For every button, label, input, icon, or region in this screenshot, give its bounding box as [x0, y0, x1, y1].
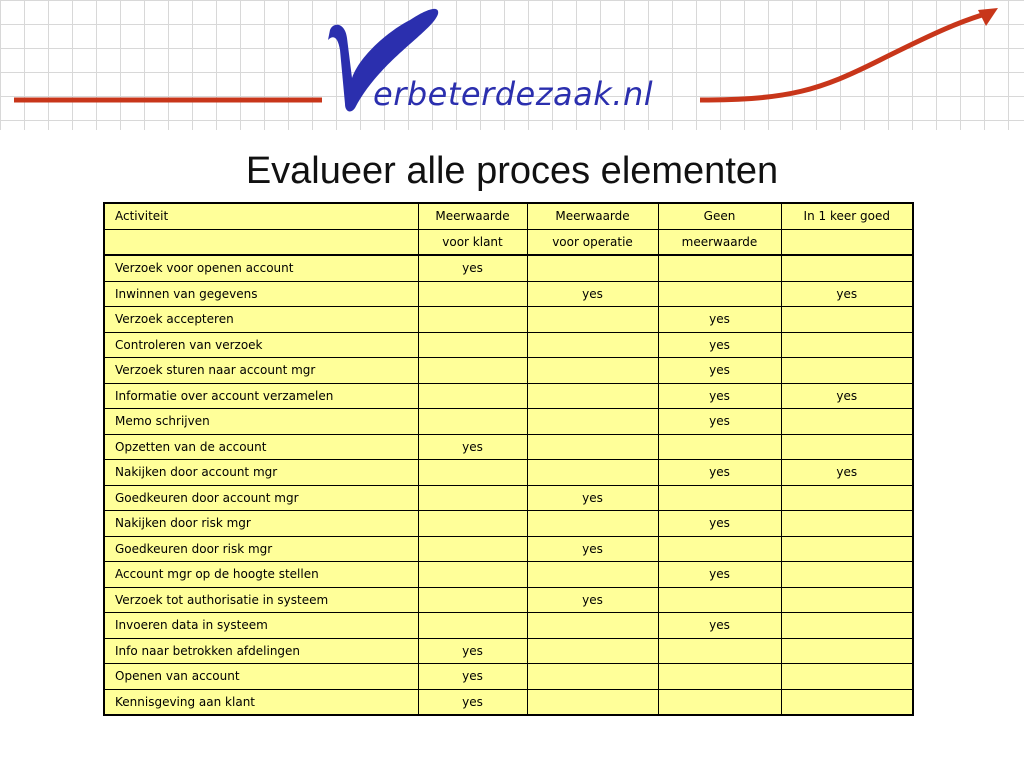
value-cell: yes — [658, 562, 781, 588]
activity-cell: Account mgr op de hoogte stellen — [104, 562, 418, 588]
table-row — [104, 638, 913, 664]
table-row — [104, 358, 913, 384]
value-cell — [527, 562, 658, 588]
value-cell: Meerwaarde — [418, 203, 527, 229]
value-cell: yes — [658, 409, 781, 435]
value-cell — [781, 587, 913, 613]
value-cell — [658, 689, 781, 715]
value-cell — [418, 460, 527, 486]
process-table — [103, 202, 914, 716]
table-row — [104, 562, 913, 588]
value-cell — [418, 281, 527, 307]
activity-cell: Verzoek tot authorisatie in systeem — [104, 587, 418, 613]
value-cell: yes — [658, 332, 781, 358]
value-cell — [527, 307, 658, 333]
value-cell: yes — [781, 383, 913, 409]
table-row — [104, 332, 913, 358]
activity-cell: Informatie over account verzamelen — [104, 383, 418, 409]
value-cell — [418, 383, 527, 409]
value-cell — [781, 511, 913, 537]
value-cell — [781, 255, 913, 281]
value-cell — [418, 332, 527, 358]
page-title: Evalueer alle proces elementen — [245, 150, 779, 192]
value-cell — [781, 689, 913, 715]
activity-cell: Invoeren data in systeem — [104, 613, 418, 639]
activity-cell — [104, 229, 418, 255]
table-row — [104, 383, 913, 409]
activity-cell: Inwinnen van gegevens — [104, 281, 418, 307]
value-cell: In 1 keer goed — [781, 203, 913, 229]
table-row — [104, 460, 913, 486]
value-cell — [781, 613, 913, 639]
rising-arrow-icon — [700, 15, 982, 100]
value-cell — [658, 664, 781, 690]
value-cell: yes — [658, 383, 781, 409]
table-row — [104, 281, 913, 307]
activity-cell: Verzoek sturen naar account mgr — [104, 358, 418, 384]
table-row — [104, 536, 913, 562]
value-cell — [658, 255, 781, 281]
value-cell: Meerwaarde — [527, 203, 658, 229]
value-cell: yes — [418, 664, 527, 690]
value-cell — [527, 434, 658, 460]
value-cell — [527, 511, 658, 537]
logo-banner — [0, 0, 1024, 130]
value-cell: yes — [781, 460, 913, 486]
value-cell — [781, 638, 913, 664]
value-cell — [527, 358, 658, 384]
table-row — [104, 689, 913, 715]
value-cell — [527, 664, 658, 690]
value-cell — [658, 587, 781, 613]
activity-cell: Nakijken door account mgr — [104, 460, 418, 486]
value-cell — [781, 434, 913, 460]
table-row — [104, 434, 913, 460]
table-row — [104, 511, 913, 537]
table-row — [104, 664, 913, 690]
value-cell: yes — [658, 307, 781, 333]
value-cell — [781, 229, 913, 255]
value-cell — [527, 613, 658, 639]
header-row1 — [104, 203, 913, 229]
activity-cell: Goedkeuren door risk mgr — [104, 536, 418, 562]
value-cell — [418, 613, 527, 639]
value-cell: yes — [658, 358, 781, 384]
value-cell — [418, 307, 527, 333]
value-cell — [781, 358, 913, 384]
activity-cell: Activiteit — [104, 203, 418, 229]
value-cell — [527, 383, 658, 409]
activity-cell: Goedkeuren door account mgr — [104, 485, 418, 511]
value-cell — [658, 434, 781, 460]
value-cell — [781, 664, 913, 690]
value-cell — [781, 485, 913, 511]
value-cell — [418, 485, 527, 511]
value-cell: yes — [527, 281, 658, 307]
value-cell — [781, 409, 913, 435]
activity-cell: Nakijken door risk mgr — [104, 511, 418, 537]
header-row2 — [104, 229, 913, 255]
value-cell — [781, 307, 913, 333]
activity-cell: Info naar betrokken afdelingen — [104, 638, 418, 664]
value-cell — [781, 562, 913, 588]
activity-cell: Verzoek voor openen account — [104, 255, 418, 281]
table-row — [104, 485, 913, 511]
value-cell — [658, 281, 781, 307]
activity-cell: Openen van account — [104, 664, 418, 690]
value-cell — [418, 536, 527, 562]
value-cell: yes — [527, 536, 658, 562]
value-cell — [418, 358, 527, 384]
value-cell — [781, 536, 913, 562]
value-cell — [527, 689, 658, 715]
table-row — [104, 409, 913, 435]
value-cell — [658, 485, 781, 511]
table-row — [104, 613, 913, 639]
activity-cell: Kennisgeving aan klant — [104, 689, 418, 715]
value-cell — [418, 511, 527, 537]
value-cell: voor klant — [418, 229, 527, 255]
logo-text: erbeterdezaak.nl — [373, 75, 654, 113]
value-cell: Geen — [658, 203, 781, 229]
value-cell: yes — [658, 460, 781, 486]
value-cell: yes — [658, 511, 781, 537]
value-cell: voor operatie — [527, 229, 658, 255]
table-row — [104, 587, 913, 613]
value-cell — [658, 536, 781, 562]
table-row — [104, 255, 913, 281]
value-cell — [418, 562, 527, 588]
table-row — [104, 307, 913, 333]
value-cell: yes — [658, 613, 781, 639]
value-cell: yes — [418, 638, 527, 664]
value-cell — [658, 638, 781, 664]
value-cell — [527, 460, 658, 486]
activity-cell: Memo schrijven — [104, 409, 418, 435]
activity-cell: Controleren van verzoek — [104, 332, 418, 358]
value-cell — [527, 255, 658, 281]
value-cell — [527, 409, 658, 435]
value-cell: yes — [418, 255, 527, 281]
value-cell — [418, 409, 527, 435]
value-cell: meerwaarde — [658, 229, 781, 255]
activity-cell: Verzoek accepteren — [104, 307, 418, 333]
value-cell: yes — [418, 689, 527, 715]
activity-cell: Opzetten van de account — [104, 434, 418, 460]
value-cell — [418, 587, 527, 613]
value-cell: yes — [527, 587, 658, 613]
value-cell: yes — [418, 434, 527, 460]
value-cell — [527, 332, 658, 358]
value-cell: yes — [527, 485, 658, 511]
value-cell — [781, 332, 913, 358]
value-cell: yes — [781, 281, 913, 307]
value-cell — [527, 638, 658, 664]
